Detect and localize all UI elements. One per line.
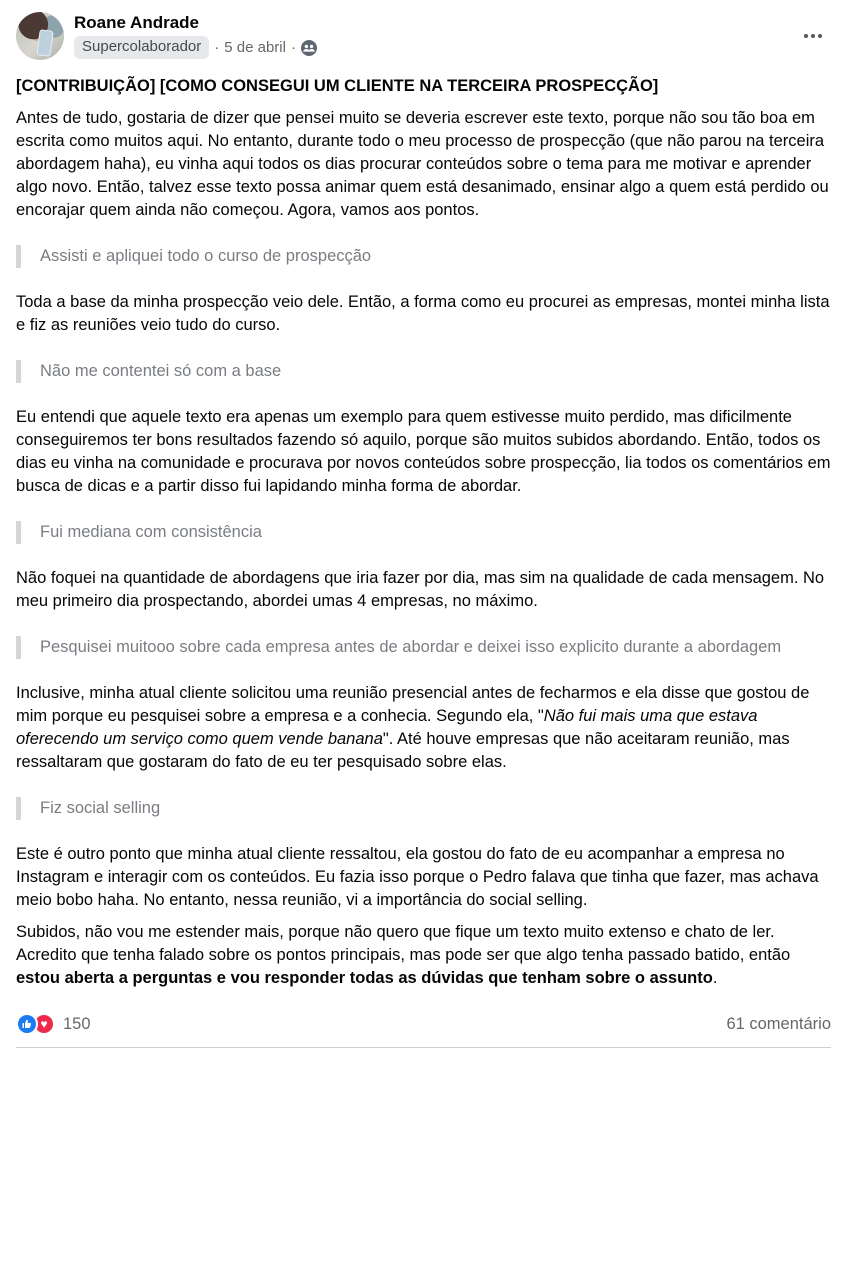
post-date[interactable]: 5 de abril [224, 38, 286, 56]
post-paragraph: Não foquei na quantidade de abordagens que iria fazer por dia, mas sim na qualidade de cada mensagem. No meu primeiro dia prospectando, abordei umas 4 empresas, no máximo. [16, 569, 825, 610]
footer-divider [16, 1047, 831, 1048]
reactions-summary[interactable] [16, 1013, 91, 1035]
quote-heading: Fiz social selling [16, 797, 831, 820]
supercollaborator-badge: Supercolaborador [74, 36, 209, 59]
post-paragraph: Este é outro ponto que minha atual cliente ressaltou, ela gostou do fato de eu acompanhar a empresa no Instagram e interagir com os conteúdos. Eu fazia isso porque o Pedro falava que tinha que fazer, mas achava meio bobo haha. No entanto, nessa reunião, vi a importância do social selling. [16, 845, 819, 909]
reactions-count: 150 [63, 1014, 91, 1033]
post-body [16, 107, 831, 990]
post-paragraph: Inclusive, minha atual cliente solicitou uma reunião presencial antes de fecharmos e ela disse que gostou de mim porque eu pesquisei sobre a empresa e a conhecia. Segundo ela, "Não fui mais uma que estava oferecendo um serviço como quem vende banana". Até houve empresas que não aceitaram reunião, mas ressaltaram que gostaram do fato de eu ter pesquisado sobre elas. [16, 684, 810, 771]
ellipsis-icon [811, 34, 815, 38]
post-paragraph: Toda a base da minha prospecção veio dele. Então, a forma como eu procurei as empresas, montei minha lista e fiz as reuniões veio tudo do curso. [16, 293, 830, 334]
quote-heading: Assisti e apliquei todo o curso de prospecção [16, 245, 831, 268]
ellipsis-icon [818, 34, 822, 38]
post-title: [CONTRIBUIÇÃO] [COMO CONSEGUI UM CLIENTE NA TERCEIRA PROSPECÇÃO] [16, 77, 659, 95]
header-meta [74, 12, 795, 59]
quote-heading: Pesquisei muitooo sobre cada empresa antes de abordar e deixei isso explicito durante a abordagem [16, 636, 831, 659]
post-options-button[interactable] [795, 18, 831, 54]
dot-separator: · [290, 38, 296, 56]
ellipsis-icon [804, 34, 808, 38]
post-paragraph: Subidos, não vou me estender mais, porque não quero que fique um texto muito extenso e chato de ler. Acredito que tenha falado sobre os pontos principais, mas pode ser que algo tenha passado batido, então estou aberta a perguntas e vou responder todas as dúvidas que tenham sobre o assunto. [16, 923, 791, 987]
comments-count-link[interactable]: 61 comentário [726, 1014, 831, 1033]
post-header [16, 12, 831, 60]
post-paragraph: Eu entendi que aquele texto era apenas um exemplo para quem estivesse muito perdido, mas dificilmente conseguiremos ter bons resultados fazendo só aquilo, porque são muitos subidos abordando. Então, todos os dias eu vinha na comunidade e procurava por novos conteúdos sobre prospecção, lia todos os comentários em busca de dicas e a partir disso fui lapidando minha forma de abordar. [16, 408, 831, 495]
quote-heading: Fui mediana com consistência [16, 521, 831, 544]
group-privacy-icon [301, 40, 317, 56]
love-reaction-icon: ♥ [33, 1013, 55, 1035]
like-reaction-icon [16, 1013, 38, 1035]
quote-heading: Não me contentei só com a base [16, 360, 831, 383]
avatar[interactable] [16, 12, 64, 60]
dot-separator: · [214, 38, 220, 56]
post-subline [74, 36, 795, 59]
post-footer [16, 999, 831, 1047]
author-name[interactable]: Roane Andrade [74, 13, 200, 32]
post-paragraph: Antes de tudo, gostaria de dizer que pensei muito se deveria escrever este texto, porque não sou tão boa em escrita como muitos aqui. No entanto, durante todo o meu processo de prospecção (que não parou na terceira abordagem haha), eu vinha aqui todos os dias procurar conteúdos sobre o tema para me motivar e aprender algo novo. Então, talvez esse texto possa animar quem está desanimado, ensinar algo a quem está perdido ou encorajar quem ainda não começou. Agora, vamos aos pontos. [16, 109, 829, 219]
